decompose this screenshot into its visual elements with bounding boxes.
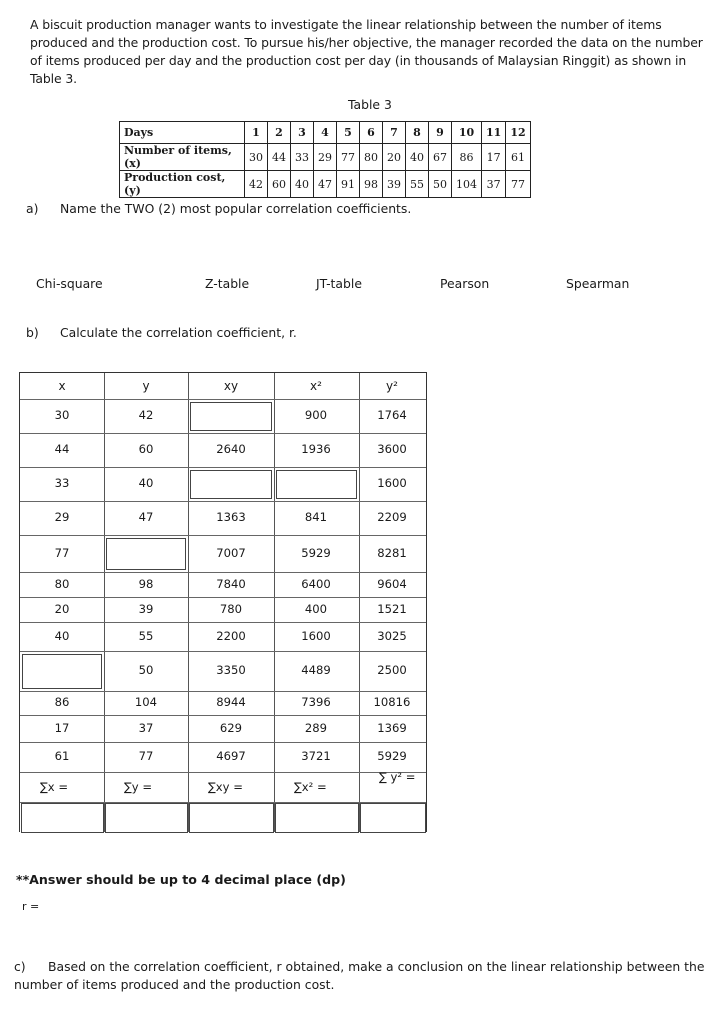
calculation-grid — [19, 372, 427, 832]
sum-label: ∑xy = — [208, 780, 243, 794]
part-b-text: Calculate the correlation coefficient, r. — [60, 325, 297, 340]
grid-column-divider — [274, 373, 275, 832]
sum-label: ∑ y² = — [379, 770, 416, 784]
grid-row-divider — [20, 535, 426, 536]
grid-cell: 47 — [138, 510, 154, 524]
column-header: y — [142, 379, 150, 393]
grid-cell: 4697 — [216, 749, 246, 763]
table-cell: 6 — [360, 122, 383, 144]
grid-row-divider — [20, 622, 426, 623]
option-pearson[interactable]: Pearson — [440, 276, 490, 291]
sum-label: ∑x = — [40, 780, 69, 794]
grid-cell: 17 — [54, 720, 70, 735]
table-cell: 91 — [337, 171, 360, 198]
option-chi-square[interactable]: Chi-square — [36, 276, 103, 291]
grid-cell: 80 — [54, 576, 70, 591]
row-header: Production cost, (y) — [120, 171, 245, 198]
grid-column-divider — [104, 373, 105, 832]
grid-cell: 8281 — [377, 545, 407, 560]
data-table — [119, 121, 531, 198]
grid-cell: 2640 — [216, 442, 246, 456]
grid-cell: 7396 — [301, 695, 331, 709]
row-header: Number of items, (x) — [120, 144, 245, 171]
table-cell: 42 — [245, 171, 268, 198]
grid-cell: 7840 — [216, 576, 246, 591]
column-header: x² — [310, 379, 322, 393]
column-header: y² — [386, 379, 398, 393]
table-cell: 67 — [429, 144, 452, 171]
table-cell: 9 — [429, 122, 452, 144]
grid-cell: 42 — [138, 408, 154, 422]
table-cell: 77 — [506, 171, 530, 198]
table-cell: 10 — [452, 122, 482, 144]
answer-input-box[interactable] — [190, 402, 272, 431]
grid-cell: 1936 — [301, 442, 331, 456]
table-cell: 8 — [406, 122, 429, 144]
grid-cell: 39 — [138, 601, 154, 616]
grid-cell: 1363 — [216, 510, 246, 524]
table-cell: 104 — [452, 171, 482, 198]
grid-cell: 44 — [54, 442, 70, 456]
table-cell: 2 — [268, 122, 291, 144]
grid-row-divider — [20, 651, 426, 652]
grid-cell: 3025 — [377, 628, 407, 643]
table-cell: 29 — [314, 144, 337, 171]
table-cell: 47 — [314, 171, 337, 198]
answer-input-box[interactable] — [190, 470, 272, 499]
column-header: xy — [223, 379, 239, 393]
grid-cell: 1369 — [377, 720, 407, 735]
grid-cell: 4489 — [301, 663, 331, 677]
option-z-table[interactable]: Z-table — [205, 276, 250, 291]
grid-cell: 6400 — [301, 576, 331, 591]
grid-cell: 61 — [54, 749, 70, 763]
sum-answer-box[interactable] — [275, 803, 359, 833]
part-a-question — [26, 201, 411, 216]
grid-cell: 2209 — [377, 510, 407, 524]
grid-row-divider — [20, 742, 426, 743]
table-cell: 98 — [360, 171, 383, 198]
grid-cell: 20 — [54, 601, 70, 616]
row-header: Days — [120, 122, 245, 144]
grid-cell: 10816 — [373, 695, 411, 709]
table-cell: 61 — [506, 144, 530, 171]
grid-column-divider — [188, 373, 189, 832]
grid-cell: 60 — [138, 442, 154, 456]
grid-cell: 55 — [138, 628, 154, 643]
grid-cell: 86 — [54, 695, 70, 709]
grid-cell: 33 — [54, 476, 70, 490]
table-cell: 20 — [383, 144, 406, 171]
grid-cell: 2500 — [377, 663, 407, 677]
table-cell: 3 — [291, 122, 314, 144]
table-cell: 80 — [360, 144, 383, 171]
grid-row-divider — [20, 772, 426, 773]
grid-cell: 40 — [138, 476, 154, 490]
table-row-cost — [120, 171, 531, 198]
grid-cell: 1764 — [377, 408, 407, 422]
grid-row-divider — [20, 715, 426, 716]
table-cell: 4 — [314, 122, 337, 144]
table-cell: 55 — [406, 171, 429, 198]
part-b-label: b) — [26, 325, 39, 340]
grid-cell: 5929 — [377, 749, 407, 763]
grid-row-divider — [20, 467, 426, 468]
grid-cell: 29 — [54, 510, 70, 524]
table-cell: 30 — [245, 144, 268, 171]
sum-answer-box[interactable] — [105, 803, 188, 833]
grid-cell: 3721 — [301, 749, 331, 763]
table-cell: 11 — [482, 122, 506, 144]
table-cell: 39 — [383, 171, 406, 198]
grid-cell: 40 — [54, 628, 70, 643]
grid-cell: 7007 — [216, 545, 246, 560]
sum-answer-box[interactable] — [189, 803, 274, 833]
column-header: x — [58, 379, 66, 393]
grid-cell: 104 — [134, 695, 158, 709]
grid-cell: 3600 — [377, 442, 407, 456]
grid-cell: 400 — [304, 601, 328, 616]
grid-cell: 1600 — [377, 476, 407, 490]
grid-cell: 9604 — [377, 576, 407, 591]
table-cell: 7 — [383, 122, 406, 144]
table-cell: 86 — [452, 144, 482, 171]
option-jt-table[interactable]: JT-table — [316, 276, 362, 291]
grid-cell: 2200 — [216, 628, 246, 643]
grid-row-divider — [20, 691, 426, 692]
option-spearman[interactable]: Spearman — [566, 276, 630, 291]
table-cell: 33 — [291, 144, 314, 171]
table-cell: 17 — [482, 144, 506, 171]
grid-row-divider — [20, 597, 426, 598]
grid-cell: 1521 — [377, 601, 407, 616]
table-row-days — [120, 122, 531, 144]
table-cell: 77 — [337, 144, 360, 171]
table-cell: 40 — [291, 171, 314, 198]
grid-cell: 5929 — [301, 545, 331, 560]
grid-cell: 900 — [304, 408, 328, 422]
table-cell: 50 — [429, 171, 452, 198]
problem-intro: A biscuit production manager wants to investigate the linear relationship between the number of items produced and the production cost. To pursue his/her objective, the manager recorded the data on the number of items produced per day and the production cost per day (in thousands of Malaysian Ringgit) as shown in Table 3. — [30, 17, 703, 86]
part-c-label: c) — [14, 959, 26, 974]
r-answer-label: r = — [22, 900, 40, 913]
table-cell: 44 — [268, 144, 291, 171]
grid-cell: 841 — [304, 510, 328, 524]
table-cell: 5 — [337, 122, 360, 144]
sum-answer-box[interactable] — [21, 803, 104, 833]
grid-cell: 1600 — [301, 628, 331, 643]
grid-cell: 8944 — [216, 695, 246, 709]
table-cell: 12 — [506, 122, 530, 144]
grid-cell: 77 — [138, 749, 154, 763]
table-caption: Table 3 — [348, 97, 392, 112]
grid-cell: 30 — [54, 408, 70, 422]
sum-label: ∑x² = — [294, 780, 327, 794]
grid-cell: 289 — [304, 720, 328, 735]
grid-cell: 629 — [219, 720, 243, 735]
table-cell: 1 — [245, 122, 268, 144]
grid-cell: 50 — [138, 663, 154, 677]
grid-cell: 77 — [54, 545, 70, 560]
sum-label: ∑y = — [124, 780, 153, 794]
table-cell: 37 — [482, 171, 506, 198]
sum-answer-box[interactable] — [360, 803, 426, 833]
grid-row-divider — [20, 433, 426, 434]
part-b-question — [26, 325, 297, 340]
part-c-question — [14, 958, 714, 994]
answer-input-box[interactable] — [106, 538, 186, 570]
grid-row-divider — [20, 399, 426, 400]
grid-row-divider — [20, 501, 426, 502]
answer-input-box[interactable] — [276, 470, 357, 499]
part-a-label: a) — [26, 201, 39, 216]
table-row-items — [120, 144, 531, 171]
table-cell: 40 — [406, 144, 429, 171]
part-a-text: Name the TWO (2) most popular correlation coefficients. — [60, 201, 412, 216]
answer-input-box[interactable] — [22, 654, 102, 689]
grid-row-divider — [20, 572, 426, 573]
grid-cell: 37 — [138, 720, 154, 735]
part-c-text: Based on the correlation coefficient, r obtained, make a conclusion on the linear relationship between the number of items produced and the production cost. — [14, 959, 705, 992]
precision-note: **Answer should be up to 4 decimal place (dp) — [16, 872, 346, 887]
table-cell: 60 — [268, 171, 291, 198]
grid-cell: 780 — [219, 601, 243, 616]
grid-cell: 3350 — [216, 663, 246, 677]
grid-cell: 98 — [138, 576, 154, 591]
